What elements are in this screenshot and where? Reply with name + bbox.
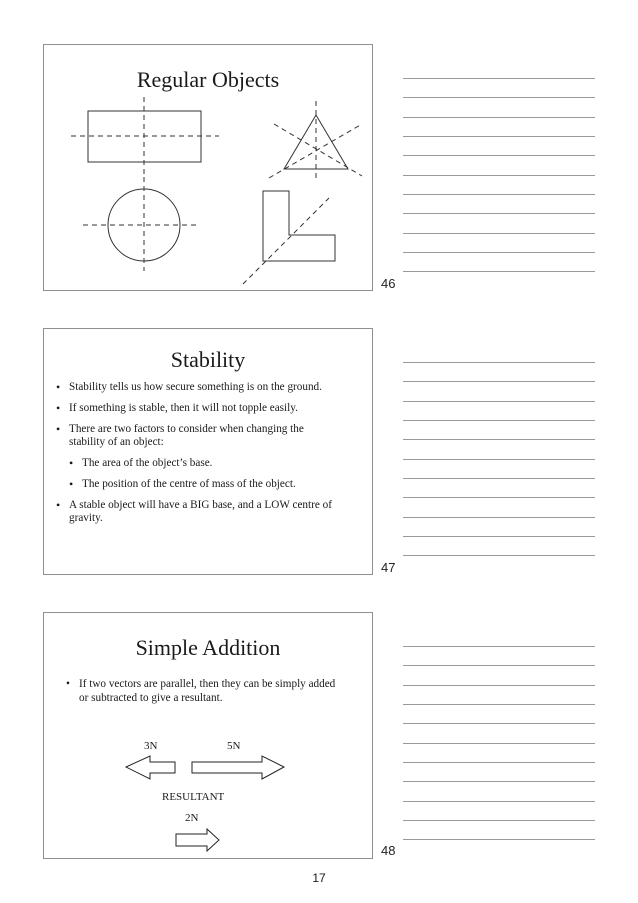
vector-diagram bbox=[44, 613, 374, 860]
slide-title: Regular Objects bbox=[136, 67, 280, 92]
force-label-5n: 5N bbox=[227, 740, 241, 752]
resultant-label: RESULTANT bbox=[162, 791, 225, 803]
slide-number: 47 bbox=[381, 560, 396, 575]
l-shape-symmetry-axis bbox=[243, 198, 329, 284]
right-arrow-5n bbox=[192, 756, 284, 779]
slide-number: 48 bbox=[381, 843, 396, 858]
force-label-3n: 3N bbox=[144, 740, 158, 752]
resultant-arrow-2n bbox=[176, 829, 219, 851]
left-arrow-3n bbox=[126, 756, 175, 779]
slide-simple-addition bbox=[43, 612, 373, 859]
l-shape bbox=[263, 191, 335, 261]
bullet-item: • If something is stable, then it will not topple easily. bbox=[56, 402, 361, 415]
bullet-item: • There are two factors to consider when changing the stability of an object: bbox=[56, 423, 329, 449]
force-label-2n: 2N bbox=[185, 812, 199, 824]
slide-title: Stability bbox=[170, 347, 246, 372]
bullet-item: • A stable object will have a BIG base, and a LOW centre of gravity. bbox=[56, 499, 354, 525]
sub-bullet-item: • The position of the centre of mass of the object. bbox=[69, 478, 361, 491]
bullet-item: • Stability tells us how secure something is on the ground. bbox=[56, 381, 361, 394]
page-number: 17 bbox=[312, 871, 326, 885]
slide-regular-objects bbox=[43, 44, 373, 291]
bullet-list bbox=[56, 381, 361, 533]
regular-objects-diagram bbox=[44, 45, 374, 292]
bullet-item: • If two vectors are parallel, then they can be simply added or subtracted to give a resultant. bbox=[66, 677, 336, 705]
slide-number: 46 bbox=[381, 276, 396, 291]
sub-bullet-item: • The area of the object’s base. bbox=[69, 457, 361, 470]
slide-stability bbox=[43, 328, 373, 575]
slide-title: Simple Addition bbox=[135, 635, 281, 660]
